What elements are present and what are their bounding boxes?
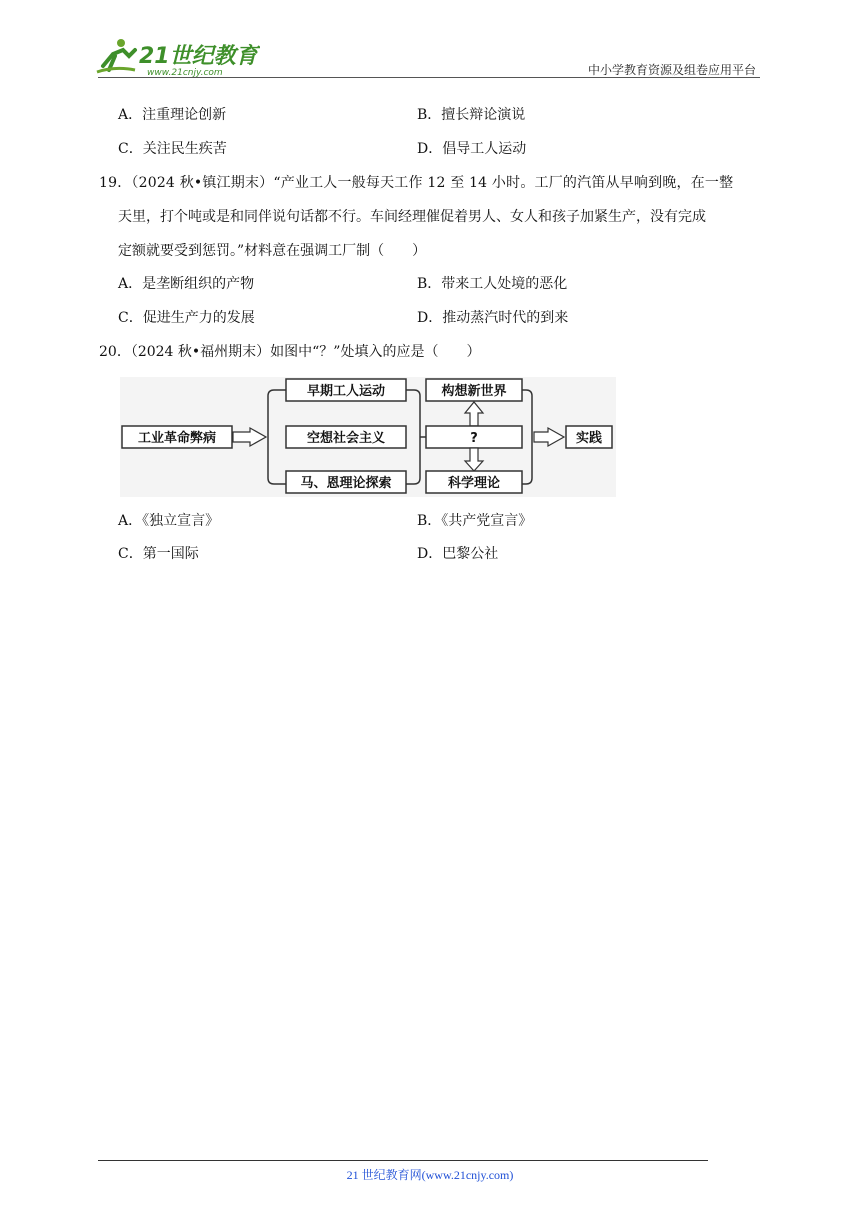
q19-option-b: B．带来工人处境的恶化 [417, 276, 568, 292]
site-logo [95, 36, 260, 78]
box-utopian-socialism-label: 空想社会主义 [306, 431, 386, 446]
q20-flow-diagram [120, 377, 616, 497]
q19-option-c: C．促进生产力的发展 [118, 310, 255, 326]
q19-option-d: D．推动蒸汽时代的到来 [417, 310, 569, 326]
q20-option-b: B．《共产党宣言》 [417, 513, 533, 529]
q19-stem-line3: 定额就要受到惩罚。”材料意在强调工厂制（ ） [118, 243, 427, 259]
box-question-mark-label: ? [470, 431, 478, 446]
box-early-labor-label: 早期工人运动 [306, 384, 386, 399]
footer-divider [98, 1160, 708, 1161]
box-marx-engels-label: 马、恩理论探索 [300, 476, 392, 491]
logo-text: 21世纪教育 [139, 44, 258, 69]
q20-stem: 20．（2024 秋•福州期末）如图中“？”处填入的应是（ ） [99, 344, 481, 360]
prev-option-b: B．擅长辩论演说 [417, 107, 526, 123]
box-scientific-theory-label: 科学理论 [447, 476, 501, 491]
box-practice-label: 实践 [575, 431, 603, 446]
prev-option-d: D．倡导工人运动 [417, 141, 527, 157]
q20-option-d: D．巴黎公社 [417, 546, 499, 562]
footer-link[interactable]: 21 世纪教育网(www.21cnjy.com) [346, 1168, 514, 1182]
box-envision-world-label: 构想新世界 [441, 384, 507, 399]
q20-option-a: A．《独立宣言》 [118, 513, 220, 529]
q19-stem-line1: 19．（2024 秋•镇江期末）“产业工人一般每天工作 12 至 14 小时。工厂的汽笛从早响到晚，在一整 [99, 175, 734, 191]
header-divider [98, 77, 760, 78]
q19-stem-line2: 天里，打个吨或是和同伴说句话都不行。车间经理催促着男人、女人和孩子加紧生产，没有完成 [118, 209, 706, 225]
prev-option-a: A．注重理论创新 [118, 107, 227, 123]
runner-logo-icon [95, 36, 260, 78]
q20-option-c: C．第一国际 [118, 546, 199, 562]
prev-option-c: C．关注民生疾苦 [118, 141, 227, 157]
box-industrial-ills-label: 工业革命弊病 [137, 431, 217, 446]
platform-name: 中小学教育资源及组卷应用平台 [587, 63, 756, 77]
logo-url: www.21cnjy.com [147, 68, 223, 78]
q19-option-a: A．是垄断组织的产物 [118, 276, 255, 292]
